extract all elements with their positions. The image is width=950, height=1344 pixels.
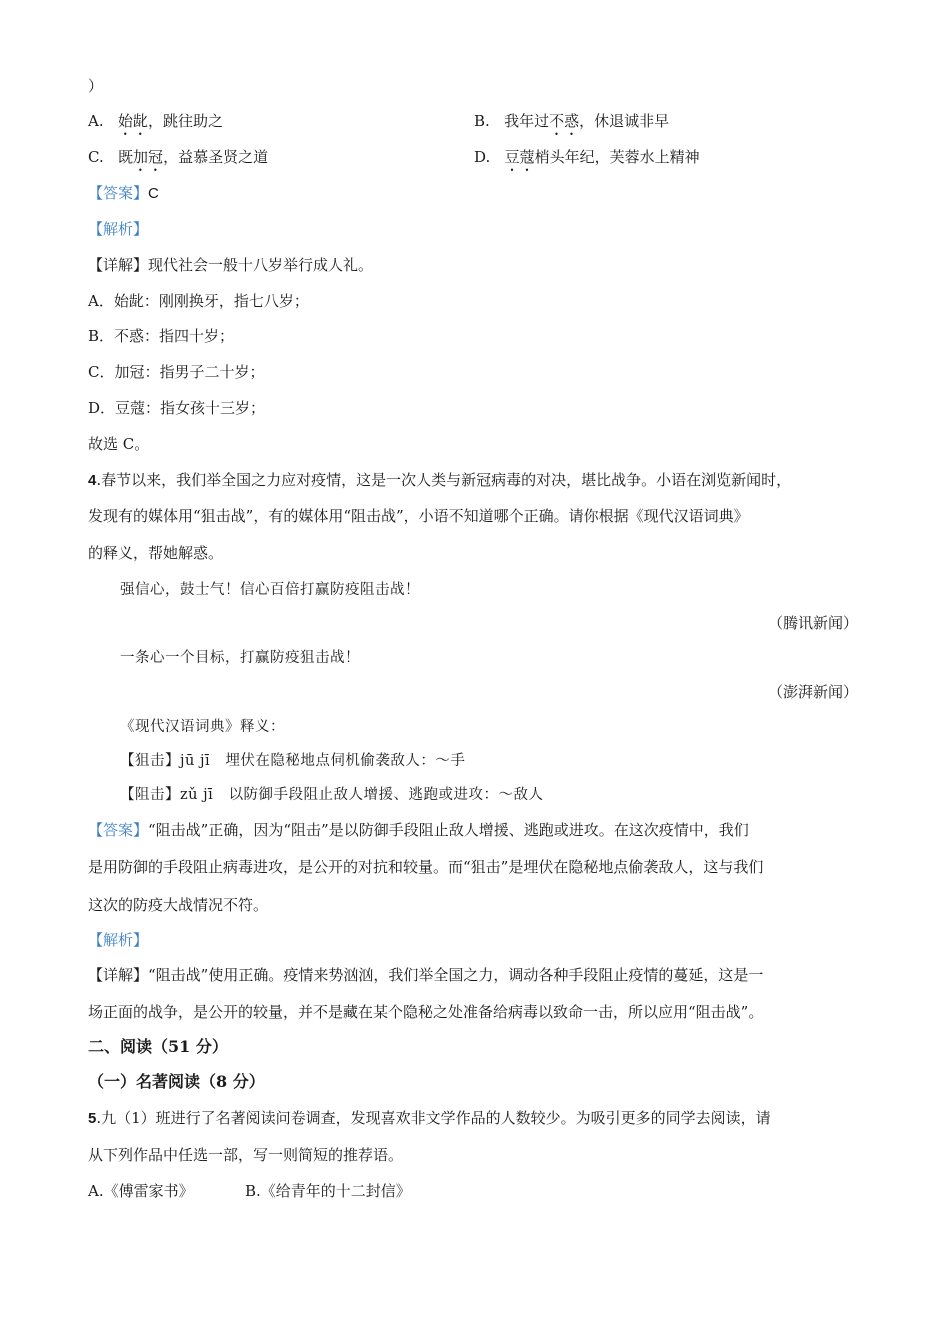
option-text: ，益慕圣贤之道: [163, 148, 269, 166]
q4-detail-line2: 场正面的战争，是公开的较量，并不是藏在某个隐秘之处准备给病毒以致命一击，所以应用“阻击战”。: [88, 1003, 764, 1021]
q5-option-b: B.《给青年的十二封信》: [245, 1182, 411, 1200]
option-label: B.: [474, 112, 490, 130]
section-subtitle: （一）名著阅读（8 分）: [88, 1072, 265, 1091]
q4-quote-2: 一条心一个目标，打赢防疫狙击战！: [120, 650, 360, 666]
q3-conclusion: 故选 C。: [88, 435, 150, 453]
stem-text: .春节以来，我们举全国之力应对疫情，这是一次人类与新冠病毒的对决，堪比战争。小语在浏览新闻时，: [96, 471, 792, 489]
option-text: 既: [118, 148, 134, 166]
q4-stem-line1: [88, 470, 791, 491]
q4-stem-line3: 的释义，帮她解惑。: [88, 544, 224, 562]
q3-option-d: [474, 147, 700, 175]
q5-stem-line1: [88, 1108, 771, 1129]
entry-pinyin: zǔ jī: [180, 787, 214, 803]
q4-analysis-tag: 【解析】: [88, 931, 149, 949]
answer-tag: 【答案】: [88, 184, 149, 202]
q4-detail-line1: 【详解】“阻击战”使用正确。疫情来势汹汹，我们举全国之力，调动各种手段阻止疫情的蔓延，这是一: [88, 966, 764, 984]
dotted-term: 豆蔻: [504, 148, 535, 166]
q3-closing-paren: ）: [88, 77, 104, 95]
q5-stem-line2: 从下列作品中任选一部，写一则简短的推荐语。: [88, 1146, 404, 1164]
q4-answer-line1: [88, 820, 749, 840]
answer-value: C: [148, 185, 159, 202]
q5-option-a: A.《傅雷家书》: [88, 1182, 194, 1200]
stem-text: .九（1）班进行了名著阅读问卷调查，发现喜欢非文学作品的人数较少。为吸引更多的同学去阅读，请: [96, 1109, 771, 1127]
dotted-term: 不惑: [549, 112, 580, 130]
q3-option-a: [88, 111, 223, 139]
q3-detail: 【详解】现代社会一般十八岁举行成人礼。: [88, 256, 374, 274]
entry-definition: 以防御手段阻止敌人增援、逃跑或进攻：～敌人: [228, 787, 544, 803]
option-text: ，休退诚非早: [579, 112, 670, 130]
question-number: 5: [88, 1110, 97, 1127]
q3-explain-a: A．始龀：刚刚换牙，指七八岁；: [88, 292, 309, 310]
answer-tag: 【答案】: [88, 821, 149, 839]
dotted-term: 加冠: [133, 148, 164, 166]
question-number: 4: [88, 472, 97, 489]
section-title: 二、阅读（51 分）: [88, 1037, 228, 1056]
entry-definition: 埋伏在隐秘地点伺机偷袭敌人：～手: [225, 753, 466, 769]
option-label: C.: [88, 148, 104, 166]
q4-answer-line3: 这次的防疫大战情况不符。: [88, 896, 269, 914]
q4-dict-entry-2: [120, 785, 544, 805]
option-text: ，跳往助之: [147, 112, 223, 130]
answer-text: “阻击战”正确，因为“阻击”是以防御手段阻止敌人增援、逃跑或进攻。在这次疫情中，我们: [148, 821, 749, 839]
dotted-term: 始龀: [117, 112, 148, 130]
q4-stem-line2: 发现有的媒体用“狙击战”，有的媒体用“阻击战”，小语不知道哪个正确。请你根据《现代汉语词典》: [88, 507, 749, 525]
q3-option-c: [88, 147, 268, 175]
q4-quote-1: 强信心，鼓士气！信心百倍打赢防疫阻击战！: [120, 582, 420, 598]
entry-term: 【狙击】: [120, 753, 180, 769]
q4-source-2: （澎湃新闻）: [767, 683, 858, 701]
q3-explain-c: C．加冠：指男子二十岁；: [88, 363, 265, 381]
option-label: A.: [88, 112, 104, 130]
entry-term: 【阻击】: [120, 787, 180, 803]
option-text: 梢头年纪，芙蓉水上精神: [534, 148, 700, 166]
q4-answer-line2: 是用防御的手段阻止病毒进攻，是公开的对抗和较量。而“狙击”是埋伏在隐秘地点偷袭敌人，这与我们: [88, 858, 764, 876]
option-label: D.: [474, 148, 491, 166]
q3-option-b: [474, 111, 669, 139]
q3-answer: [88, 183, 159, 204]
q3-analysis-tag: 【解析】: [88, 220, 149, 238]
q3-explain-b: B．不惑：指四十岁；: [88, 327, 235, 345]
q4-dict-entry-1: [120, 751, 465, 771]
option-text: 我年过: [504, 112, 550, 130]
q4-source-1: （腾讯新闻）: [767, 614, 858, 632]
entry-pinyin: jū jī: [180, 753, 211, 769]
q4-dictionary-title: 《现代汉语词典》释义：: [120, 719, 285, 735]
q3-explain-d: D．豆蔻：指女孩十三岁；: [88, 399, 266, 417]
